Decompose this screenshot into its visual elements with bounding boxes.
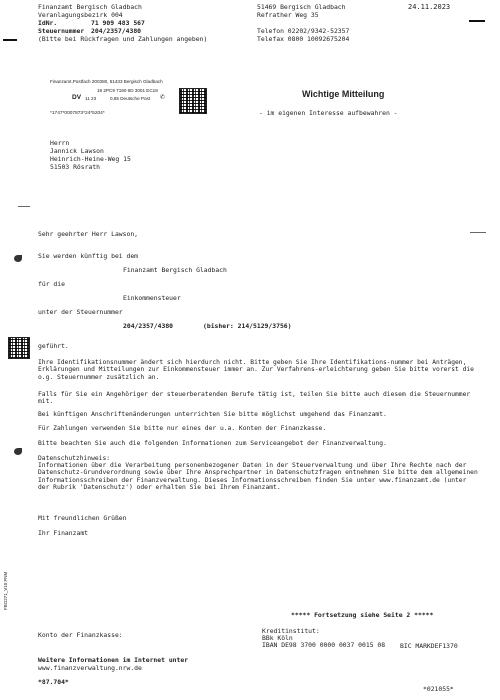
- taxno-note: (Bitte bei Rückfragen und Zahlungen angeben): [38, 35, 208, 43]
- notice-subtitle: - im eigenen Interesse aufbewahren -: [259, 109, 398, 117]
- account-label: Konto der Finanzkasse:: [38, 631, 123, 639]
- body-old-number: (bisher: 214/5129/3756): [203, 322, 292, 330]
- bic: BIC MARKDEF1370: [400, 642, 458, 650]
- recipient-street: Heinrich-Heine-Weg 15: [50, 155, 131, 163]
- fold-mark-middle-right: [470, 232, 486, 233]
- paragraph-address-change: Bei künftigen Anschriftenänderungen unterrichten Sie bitte möglichst umgehend das Finanzamt.: [38, 411, 387, 418]
- fold-mark-top-left: [3, 39, 17, 41]
- dv-label: DV: [72, 94, 82, 101]
- paragraph-idnr: Ihre Identifikationsnummer ändert sich hierdurch nicht. Bitte geben Sie Ihre Identifikations-nummer bei Anträgen, Erklärungen und Mitteilungen zur Einkommensteuer immer an. Zur Verfahrens-erleichterung geben Sie bitte vorerst die o.g. Steuernummer zusätzlich an.: [38, 359, 474, 381]
- recipient-salutation: Herrn: [50, 139, 70, 147]
- taxno-value: 204/2357/4380: [91, 27, 142, 35]
- website[interactable]: www.finanzverwaltung.nrw.de: [38, 664, 142, 672]
- iban: IBAN DE98 3700 0000 0037 0015 08: [262, 641, 386, 649]
- code-right: *021055*: [423, 685, 454, 693]
- bank-label: Kreditinstitut:: [262, 627, 320, 635]
- signature: Ihr Finanzamt: [38, 529, 89, 537]
- recipient-city: 51503 Rösrath: [50, 163, 101, 171]
- code-left: *87.704*: [38, 678, 69, 686]
- body-office: Finanzamt Bergisch Gladbach: [123, 266, 227, 274]
- body-under: unter der Steuernummer: [38, 308, 123, 316]
- sender-fax: Telefax 0800 10092675204: [257, 35, 350, 43]
- sender-city: 51469 Bergisch Gladbach: [257, 3, 346, 11]
- post-horn-icon: ✆: [160, 92, 165, 101]
- bank-name: BBk Köln: [262, 634, 293, 642]
- envelope-return-line: Finanzamt,Postfach 200380, 51433 Bergisch Gladbach: [50, 79, 163, 84]
- body-tax-type: Einkommensteuer: [123, 294, 181, 302]
- paragraph-payments: Für Zahlungen verwenden Sie bitte nur eines der u.a. Konten der Finanzkasse.: [38, 425, 327, 432]
- body-for: für die: [38, 280, 65, 288]
- idnr-label: IdNr.: [38, 19, 58, 27]
- privacy-text: Informationen über die Verarbeitung personenbezogener Daten in der Steuerverwaltung und über Ihre Rechte nach der Datenschutz-Grundverordnung sowie über Ihre Ansprechpartner in Datenschutzfragen entnehmen Sie bitte dem allgemeinen Informationsschreiben der Finanzverwaltung. Dieses Informationsschreiben finden Sie unter www.finanzamt.de (unter der Rubrik 'Datenschutz') oder erhalten Sie bei Ihrem Finanzamt.: [38, 462, 478, 492]
- sender-phone: Telefon 02202/9342-52357: [257, 27, 350, 35]
- fold-mark-middle-left: [18, 206, 30, 207]
- closing: Mit freundlichen Grüßen: [38, 514, 127, 522]
- paragraph-service: Bitte beachten Sie auch die folgenden Informationen zum Serviceangebot der Finanzverwaltung.: [38, 440, 387, 447]
- notice-title: Wichtige Mitteilung: [302, 89, 385, 99]
- sender-district: Veranlagungsbezirk 004: [38, 11, 123, 19]
- body-new-number: 204/2357/4380: [123, 322, 174, 330]
- dv-number: 11 23: [85, 96, 97, 101]
- sender-street: Refrather Weg 35: [257, 11, 319, 19]
- letter-salutation: Sehr geehrter Herr Lawson,: [38, 230, 139, 238]
- continuation-note: ***** Fortsetzung siehe Seite 2 *****: [291, 611, 434, 619]
- body-qr-code: [8, 337, 30, 359]
- letter-date: 24.11.2023: [408, 3, 451, 11]
- form-code: FBO271_V10 FNM: [3, 571, 8, 610]
- envelope-barcode-text: *1747*0007873*24*5204*: [50, 111, 105, 116]
- paragraph-advisor: Falls für Sie ein Angehöriger der steuerberatenden Berufe tätig ist, teilen Sie bitte auch diesem die Steuernummer mit.: [38, 391, 471, 406]
- body-future-line: Sie werden künftig bei dem: [38, 252, 139, 260]
- taxno-label: Steuernummer: [38, 27, 85, 35]
- sender-office: Finanzamt Bergisch Gladbach: [38, 3, 142, 11]
- body-led: geführt.: [38, 342, 69, 350]
- more-info: Weitere Informationen im Internet unter: [38, 656, 189, 664]
- idnr-value: 71 909 483 567: [91, 19, 145, 27]
- punch-mark-left: [14, 255, 22, 262]
- privacy-title: Datenschutzhinweis:: [38, 455, 111, 462]
- postage-label: 0,85 Deutsche Post: [110, 96, 151, 101]
- fold-mark-top-right: [469, 20, 485, 22]
- datamatrix-code: [179, 88, 207, 114]
- punch-mark-left-2: [14, 448, 22, 455]
- recipient-name: Jannick Lawson: [50, 147, 104, 155]
- envelope-code-line: 18 2PC9 7190 6D 3001 EC18: [97, 88, 158, 93]
